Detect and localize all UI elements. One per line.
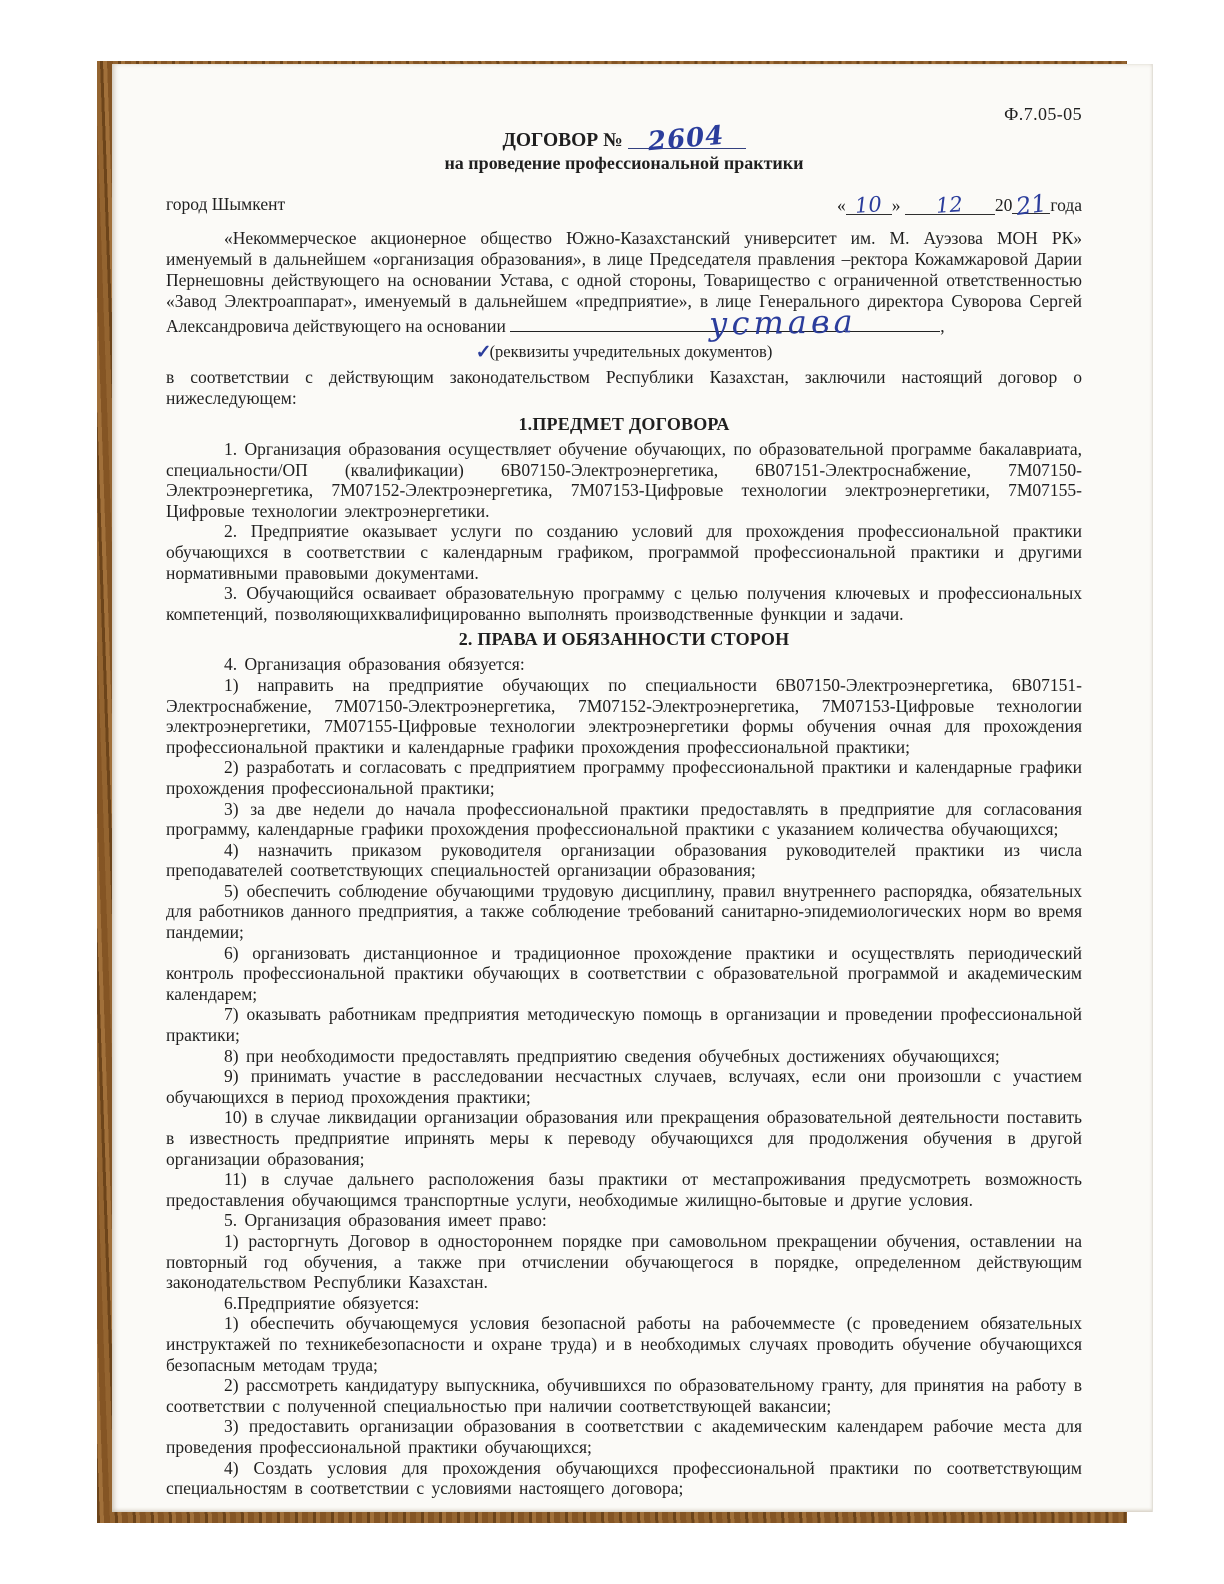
contract-clause: 2. Предприятие оказывает услуги по созданию условий для прохождения профессиональной практики обучающихся в соответствии с календарным графиком, программой профессиональной практики и другими нормативными правовыми документами. [166, 521, 1082, 583]
contract-clause: 4) назначить приказом руководителя организации образования руководителей практики из числа преподавателей соответствующих специальностей организации образования; [166, 839, 1082, 881]
basis-handwritten: устава [709, 302, 858, 343]
contract-clause: 1. Организация образования осуществляет обучение обучающих, по образовательной программе бакалавриата, специальности/ОП (квалификации) 6В07150-Электроэнергетика, 6В07151-Электроснабжение, 7М07150-Электроэнергетика, 7М07152-Электроэнергетика, 7М07153-Цифровые технологии электроэнергетики, 7М07155-Цифровые технологии электроэнергетики. [166, 439, 1082, 521]
basis-comma: , [940, 316, 945, 336]
basis-caption-text: (реквизиты учредительных документов) [489, 342, 773, 361]
basis-blank-line [510, 302, 940, 343]
date-year-printed: 20 [994, 195, 1013, 215]
contract-subtitle: на проведение профессиональной практики [444, 153, 804, 173]
date-day-line [846, 192, 892, 218]
contract-title-prefix: ДОГОВОР № [502, 130, 623, 151]
date-year-line [1012, 189, 1050, 221]
contract-clause: 1) направить на предприятие обучающих по специальности 6В07150-Электроэнергетика, 6В07151-Электроснабжение, 7М07150-Электроэнергетика, 7М07152-Электроэнергетика, 7М07153-Цифровые технологии электроэнергетики, 7М07155-Цифровые технологии электроэнергетики формы обучения очная для прохождения профессиональной практики и календарные графики прохождения профессиональной практики; [166, 674, 1082, 757]
contract-title [166, 120, 1082, 158]
date-year-handwritten: 21 [1014, 189, 1049, 221]
section1-heading: 1.ПРЕДМЕТ ДОГОВОРА [518, 414, 730, 434]
intro-continuation: в соответствии с действующим законодательством Республики Казахстан, заключили настоящий договор о нижеследующем: [166, 367, 1082, 408]
contract-clause: 3. Обучающийся осваивает образовательную программу с целью получения ключевых и профессиональных компетенций, позволяющихквалифицированно выполнять производственные функции и задачи. [166, 583, 1082, 624]
contract-clause: 2) рассмотреть кандидатуру выпускника, обучившихся по образовательному гранту, для принятия на работу в соответствии с полученной специальностью при наличии соответствующей вакансии; [166, 1375, 1082, 1416]
contract-clause: 5. Организация образования имеет право: [224, 1210, 547, 1231]
basis-caption [166, 340, 1082, 363]
contract-clause: 11) в случае дальнего расположения базы практики от местапроживания предусмотреть возможность предоставления обучающимся транспортные услуги, необходимые жилищно-бытовые и другие условия. [166, 1169, 1082, 1210]
intro-paragraph [166, 228, 1082, 343]
contract-clause: 3) за две недели до начала профессиональной практики предоставлять в предприятие для согласования программу, календарные графики прохождения профессиональной практики с указанием количества обучающихся; [166, 798, 1082, 840]
contract-clause: 1) расторгнуть Договор в одностороннем порядке при самовольном прекращении обучения, оставлении на повторный год обучения, а также при отчислении обучающегося в порядке, определенном действующим законодательством Республики Казахстан. [166, 1230, 1082, 1293]
contract-clause: 9) принимать участие в расследовании несчастных случаев, вслучаях, если они произошли с участием обучающихся в период прохождения практики; [166, 1066, 1082, 1107]
contract-number-handwritten: 2604 [647, 120, 726, 158]
contract-clause: 8) при необходимости предоставлять предприятию сведения обучебных достижениях обучающихся; [224, 1045, 1000, 1066]
date-close-quote: » [891, 195, 901, 215]
contract-clause: 3) предоставить организации образования в соответствии с академическим календарем рабочие места для проведения профессиональной практики обучающихся; [166, 1416, 1082, 1457]
contract-clause: 5) обеспечить соблюдение обучающими трудовую дисциплину, правил внутреннего распорядка, обязательных для работников данного предприятия, а также соблюдение требований санитарно-эпидемиологических норм во время пандемии; [166, 880, 1083, 943]
section2-heading: 2. ПРАВА И ОБЯЗАННОСТИ СТОРОН [458, 629, 790, 650]
checkmark-icon: ✓ [475, 342, 492, 363]
date-open-quote: « [836, 195, 846, 215]
contract-clause: 4) Создать условия для прохождения обучающихся профессиональной практики по соответствующим специальностям в соответствии с условиями настоящего договора; [166, 1457, 1082, 1499]
date-month-line [905, 192, 995, 218]
contract-clause: 6) организовать дистанционное и традиционное прохождение практики и осуществлять периодический контроль профессиональной практики обучающих в соответствии с образовательной программой и академическим календарем; [166, 942, 1082, 1004]
contract-clause: 2) разработать и согласовать с предприятием программу профессиональной практики и календарные графики прохождения профессиональной практики; [166, 757, 1082, 798]
city-label: город Шымкент [166, 194, 286, 214]
date-year-word: года [1050, 195, 1082, 215]
contract-clause: 10) в случае ликвидации организации образования или прекращения образовательной деятельности поставить в известность предприятие ипринять меры к переводу обучающихся для продолжения обучения в другой организации образования; [166, 1107, 1082, 1169]
date-month-handwritten: 12 [935, 192, 964, 218]
contract-content [112, 64, 1152, 1499]
contract-clause: 1) обеспечить обучающемуся условия безопасной работы на рабочемместе (с проведением обязательных инструктажей по техникебезопасности и охране труда) и в необходимых случаях проводить обучение обучающихся безопасным методам труда; [166, 1313, 1082, 1375]
contract-paper [112, 64, 1153, 1512]
contract-clause: 6.Предприятие обязуется: [224, 1292, 420, 1313]
contract-number-line [628, 120, 746, 158]
meta-row [166, 189, 1082, 221]
contract-clause: 7) оказывать работникам предприятия методическую помощь в организации и проведении профессиональной практики; [166, 1004, 1082, 1046]
date-line [836, 189, 1082, 221]
form-code: Ф.7.05-05 [1004, 104, 1082, 124]
contract-clause: 4. Организация образования обязуется: [224, 654, 525, 675]
date-day-handwritten: 10 [854, 192, 883, 218]
intro-text: «Некоммерческое акционерное общество Южно-Казахстанский университет им. М. Ауэзова МОН РК» именуемый в дальнейшем «организация образования», в лице Председателя правления –ректора Кожамжаровой Дарии Пернешовны действующего на основании Устава, с одной стороны, Товарищество с ограниченной ответственностью «Завод Электроаппарат», именуемый в дальнейшем «предприятие», в лице Генерального директора Суворова Сергей Александровича действующего на основании [166, 228, 1082, 336]
